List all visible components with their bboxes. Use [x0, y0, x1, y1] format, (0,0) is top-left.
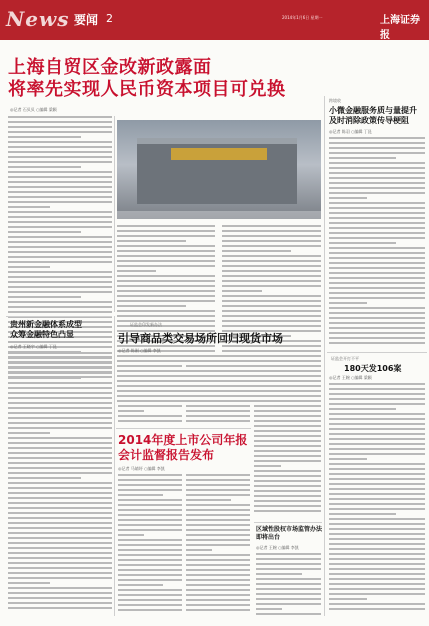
- audit-headline: [118, 433, 247, 463]
- masthead: [0, 0, 429, 40]
- right-byline: ◎记者 陈羽 ○编辑 丁昆: [329, 129, 372, 134]
- masthead-section: 要闻: [74, 13, 99, 27]
- futures-body-col1: [118, 355, 182, 425]
- audit-byline: ◎记者 马婧妤 ○编辑 李凯: [118, 466, 165, 471]
- right-headline: [329, 106, 427, 126]
- bank-headline-line1: 区域性股权市场监管办法: [256, 526, 323, 533]
- masthead-page-number: 2: [106, 12, 113, 25]
- lead-headline-line2: 将率先实现人民币资本项目可兑换: [8, 79, 286, 100]
- bank-byline: ◎记者 王婉 ○编辑 李凯: [256, 545, 299, 550]
- ipo-headline: 180天发106案: [344, 364, 402, 373]
- lead-body-col1: [8, 116, 112, 381]
- column-divider: [114, 116, 115, 312]
- section-divider: [327, 352, 427, 353]
- right-headline-line1: 小微金融服务质与量提升: [329, 106, 417, 115]
- lead-headline: [8, 57, 286, 101]
- guizhou-byline: ◎记者 王晓宇 ○编辑 丁昆: [10, 344, 57, 349]
- photo-caption-bar: [117, 211, 321, 219]
- masthead-brand: News: [6, 7, 70, 31]
- lead-photo: [117, 120, 321, 219]
- photo-sign: [171, 148, 267, 160]
- guizhou-body: [8, 352, 112, 612]
- column-divider: [324, 96, 325, 616]
- guizhou-headline: [10, 320, 82, 340]
- bank-body: [256, 553, 321, 618]
- ipo-body: [329, 383, 425, 613]
- lead-byline: ◎记者 石贝贝 ○编辑 梁颖: [10, 107, 57, 112]
- right-headline-line2: 及时消除政策传导梗阻: [329, 116, 409, 125]
- ipo-kicker: 证监会开打不平: [331, 356, 359, 361]
- audit-headline-line1: 2014年度上市公司年报: [118, 433, 248, 447]
- bank-headline: [256, 526, 322, 542]
- section-divider: [254, 522, 322, 523]
- futures-byline: ◎记者 陈刚 ○编辑 李凯: [118, 348, 161, 353]
- guizhou-headline-line2: 众筹金融特色凸显: [10, 330, 74, 339]
- audit-headline-line2: 会计监督报告发布: [118, 448, 215, 462]
- section-divider: [116, 428, 251, 429]
- right-body: [329, 137, 425, 347]
- futures-headline: 引导商品类交易场所回归现货市场: [118, 332, 283, 345]
- bank-headline-line2: 即将出台: [256, 534, 281, 541]
- audit-body-col1: [118, 474, 182, 614]
- audit-body-col2: [186, 474, 250, 614]
- section-divider: [6, 316, 112, 317]
- masthead-date: 2014年1月6日 星期一: [282, 15, 323, 20]
- ipo-byline: ◎记者 王婉 ○编辑 梁颖: [329, 375, 372, 380]
- right-kicker: 跨境收: [329, 98, 341, 103]
- futures-kicker: 证监会印发新办法: [130, 322, 162, 327]
- futures-body-col3: [254, 355, 321, 515]
- masthead-paper-name: 上海证券报: [380, 15, 420, 41]
- column-divider: [114, 316, 115, 616]
- lead-headline-line1: 上海自贸区金改新政露面: [8, 57, 212, 78]
- futures-body-col2: [186, 355, 250, 425]
- guizhou-headline-line1: 贵州新金融体系成型: [10, 320, 82, 329]
